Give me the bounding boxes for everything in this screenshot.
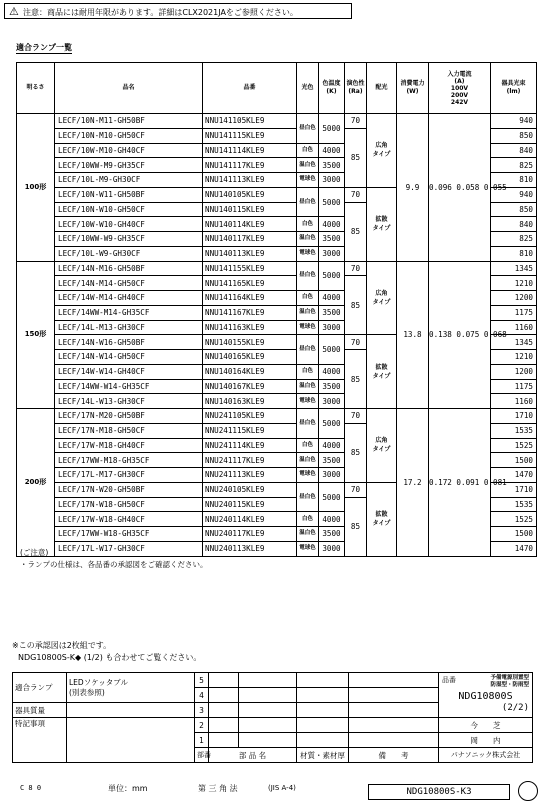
color-rendering: 85 [345,497,367,556]
product-name: LECF/10L-M9-GH30CF [55,173,203,188]
color-rendering: 70 [345,482,367,497]
luminous-flux: 1710 [491,482,537,497]
product-name: LECF/10L-W9-GH30CF [55,246,203,261]
light-color: 白色 [297,143,319,158]
color-temp: 3000 [319,320,345,335]
luminous-flux: 1525 [491,512,537,527]
product-name: LECF/14W-M14-GH40CF [55,291,203,306]
luminous-flux: 940 [491,114,537,129]
product-name: LECF/14L-M13-GH30CF [55,320,203,335]
light-color: 電球色 [297,468,319,483]
special-label: 特記事項 [13,718,67,763]
luminous-flux: 1160 [491,320,537,335]
footer-angle: 第 三 角 法 [198,784,238,793]
light-color: 電球色 [297,246,319,261]
part-number: NNU140164KLE9 [203,364,297,379]
notice-text: 注意：商品には耐用年限があります。詳細はCLX2021JAをご参照ください。 [23,8,298,17]
product-name: LECF/17W-M18-GH40CF [55,438,203,453]
part-number: NNU140167KLE9 [203,379,297,394]
rev-1: 1 [195,733,209,748]
rev-4: 4 [195,688,209,703]
product-label: 品番 [442,676,456,684]
light-color: 昼白色 [297,261,319,291]
light-color: 白色 [297,291,319,306]
light-distribution: 広角 タイプ [367,114,397,188]
color-temp: 4000 [319,217,345,232]
color-temp: 5000 [319,335,345,365]
rev-2: 2 [195,718,209,733]
header-temp: 色温度 (K) [319,63,345,114]
product-name: LECF/14N-M16-GH50BF [55,261,203,276]
color-temp: 3500 [319,527,345,542]
input-current: 0.138 0.075 0.068 [429,261,491,409]
light-color: 昼白色 [297,114,319,144]
light-color: 電球色 [297,394,319,409]
product-name: LECF/17N-W18-GH50CF [55,497,203,512]
part-number: NNU240117KLE9 [203,527,297,542]
approval-note [12,640,201,664]
product-name: LECF/17WW-W18-GH35CF [55,527,203,542]
luminous-flux: 1160 [491,394,537,409]
light-color: 温白色 [297,527,319,542]
luminous-flux: 825 [491,232,537,247]
footer [12,780,542,800]
luminous-flux: 1175 [491,379,537,394]
section-title: 適合ランプ一覧 [16,43,72,52]
color-temp: 5000 [319,261,345,291]
luminous-flux: 1470 [491,541,537,556]
part-number: NNU241113KLE9 [203,468,297,483]
color-temp: 5000 [319,482,345,512]
table-row [17,114,537,129]
footer-unit: 単位：mm [108,784,148,793]
table-header-row [17,63,537,114]
rev-3: 3 [195,703,209,718]
luminous-flux: 1500 [491,527,537,542]
light-color: 温白色 [297,453,319,468]
part-number: NNU240115KLE9 [203,497,297,512]
color-temp: 4000 [319,438,345,453]
part-number: NNU141163KLE9 [203,320,297,335]
luminous-flux: 1345 [491,335,537,350]
part-number: NNU141115KLE9 [203,128,297,143]
product-name: LECF/10N-M11-GH50BF [55,114,203,129]
part-number: NNU140115KLE9 [203,202,297,217]
header-size: 明るさ [17,63,55,114]
color-temp: 3000 [319,541,345,556]
table-row [17,261,537,276]
product-code: NDG10800S [458,691,513,702]
part-number: NNU140105KLE9 [203,187,297,202]
color-temp: 3000 [319,468,345,483]
stamp-1: 今 芝 [439,718,533,733]
light-color: 温白色 [297,379,319,394]
light-distribution: 拡散 タイプ [367,187,397,261]
power-consumption: 17.2 [397,409,429,557]
color-temp: 4000 [319,143,345,158]
product-name: LECF/10WW-M9-GH35CF [55,158,203,173]
luminous-flux: 1710 [491,409,537,424]
part-number: NNU140114KLE9 [203,217,297,232]
product-name: LECF/17N-W20-GH50BF [55,482,203,497]
header-power: 消費電力 (W) [397,63,429,114]
stamp-2: 岡 内 [439,733,533,748]
luminous-flux: 850 [491,202,537,217]
luminous-flux: 810 [491,246,537,261]
footer-code-left: C 8 0 [20,784,42,792]
header-part: 品番 [203,63,297,114]
product-name: LECF/14L-W13-GH30CF [55,394,203,409]
color-rendering: 70 [345,261,367,276]
header-lumen: 器具光束 (lm) [491,63,537,114]
color-temp: 3500 [319,158,345,173]
header-dist: 配光 [367,63,397,114]
col-material: 材質・素材厚 [297,748,349,763]
color-rendering: 70 [345,114,367,129]
product-cell [439,673,533,718]
product-name: LECF/14N-M14-GH50CF [55,276,203,291]
color-temp: 5000 [319,409,345,439]
part-number: NNU140155KLE9 [203,335,297,350]
product-name: LECF/14W-W14-GH40CF [55,364,203,379]
header-current: 入力電流 (A) 100V 200V 242V [429,63,491,114]
light-distribution: 広角 タイプ [367,261,397,335]
luminous-flux: 1535 [491,423,537,438]
color-rendering: 70 [345,335,367,350]
notice-banner [4,3,352,19]
color-temp: 4000 [319,364,345,379]
part-number: NNU241114KLE9 [203,438,297,453]
product-name: LECF/10W-M10-GH40CF [55,143,203,158]
part-number: NNU241117KLE9 [203,453,297,468]
luminous-flux: 1175 [491,305,537,320]
notes-heading: (ご注意) [20,548,49,557]
light-distribution: 拡散 タイプ [367,482,397,556]
doc-code-box: NDG10800S-K3 [368,784,510,800]
part-number: NNU141155KLE9 [203,261,297,276]
warning-icon: ⚠ [9,5,19,18]
light-distribution: 拡散 タイプ [367,335,397,409]
input-current: 0.096 0.058 0.055 [429,114,491,262]
light-distribution: 広角 タイプ [367,409,397,483]
notes [20,547,208,571]
color-rendering: 85 [345,350,367,409]
title-block [12,672,533,763]
light-color: 昼白色 [297,409,319,439]
color-rendering: 85 [345,276,367,335]
light-color: 電球色 [297,541,319,556]
part-number: NNU240113KLE9 [203,541,297,556]
col-remarks: 備 考 [349,748,439,763]
part-number: NNU241115KLE9 [203,423,297,438]
product-name: LECF/17N-M20-GH50BF [55,409,203,424]
part-number: NNU141167KLE9 [203,305,297,320]
part-number: NNU241105KLE9 [203,409,297,424]
color-rendering: 85 [345,128,367,187]
color-temp: 4000 [319,512,345,527]
lamp-table [16,62,537,557]
part-number: NNU141113KLE9 [203,173,297,188]
light-color: 温白色 [297,305,319,320]
part-number: NNU141165KLE9 [203,276,297,291]
part-number: NNU240114KLE9 [203,512,297,527]
sheet-number: (2/2) [501,703,529,713]
product-name: LECF/10WW-W9-GH35CF [55,232,203,247]
luminous-flux: 940 [491,187,537,202]
product-name: LECF/17N-M18-GH50CF [55,423,203,438]
table-row [17,409,537,424]
col-part-name: 部 品 名 [209,748,297,763]
luminous-flux: 810 [491,173,537,188]
product-name: LECF/17W-W18-GH40CF [55,512,203,527]
luminous-flux: 840 [491,217,537,232]
header-ra: 演色性 (Ra) [345,63,367,114]
light-color: 昼白色 [297,335,319,365]
product-name: LECF/10N-W11-GH50BF [55,187,203,202]
light-color: 温白色 [297,232,319,247]
light-color: 昼白色 [297,482,319,512]
luminous-flux: 850 [491,128,537,143]
luminous-flux: 840 [491,143,537,158]
part-number: NNU240105KLE9 [203,482,297,497]
luminous-flux: 825 [491,158,537,173]
color-temp: 3000 [319,246,345,261]
product-name: LECF/14N-W14-GH50CF [55,350,203,365]
size-cell: 200形 [17,409,55,557]
luminous-flux: 1525 [491,438,537,453]
color-temp: 3000 [319,173,345,188]
color-rendering: 70 [345,187,367,202]
applicable-lamp-label: 適合ランプ [13,673,67,703]
applicable-lamp-value: LEDソケッタブル (別表参照) [67,673,195,703]
color-rendering: 85 [345,202,367,261]
part-number: NNU141114KLE9 [203,143,297,158]
light-color: 白色 [297,217,319,232]
light-color: 白色 [297,438,319,453]
part-number: NNU140163KLE9 [203,394,297,409]
product-name: LECF/14WW-M14-GH35CF [55,305,203,320]
size-cell: 100形 [17,114,55,262]
light-color: 白色 [297,512,319,527]
footer-jis: (JIS A-4) [268,784,296,792]
part-number: NNU140165KLE9 [203,350,297,365]
color-temp: 4000 [319,291,345,306]
luminous-flux: 1210 [491,276,537,291]
color-temp: 5000 [319,114,345,144]
color-rendering: 85 [345,423,367,482]
luminous-flux: 1345 [491,261,537,276]
product-name: LECF/10N-W10-GH50CF [55,202,203,217]
color-temp: 3500 [319,305,345,320]
light-color: 昼白色 [297,187,319,217]
part-number: NNU141164KLE9 [203,291,297,306]
col-part-no: 部番 [195,748,209,763]
color-temp: 3500 [319,232,345,247]
color-temp: 3500 [319,453,345,468]
circle-mark [518,781,538,801]
luminous-flux: 1470 [491,468,537,483]
rev-5: 5 [195,673,209,688]
company-name: パナソニック株式会社 [439,748,533,763]
size-cell: 150形 [17,261,55,409]
color-temp: 3500 [319,379,345,394]
power-consumption: 13.8 [397,261,429,409]
part-number: NNU140117KLE9 [203,232,297,247]
light-color: 電球色 [297,320,319,335]
light-color: 白色 [297,364,319,379]
luminous-flux: 1200 [491,364,537,379]
color-temp: 3000 [319,394,345,409]
header-name: 品名 [55,63,203,114]
product-name: LECF/17L-M17-GH30CF [55,468,203,483]
luminous-flux: 1500 [491,453,537,468]
product-name: LECF/17L-W17-GH30CF [55,541,203,556]
header-lightcolor: 光色 [297,63,319,114]
part-number: NNU140113KLE9 [203,246,297,261]
power-consumption: 9.9 [397,114,429,262]
light-color: 電球色 [297,173,319,188]
luminous-flux: 1535 [491,497,537,512]
notes-line1: ・ランプの仕様は、各品番の承認図をご確認ください。 [20,560,208,569]
approval-line2: NDG10800S-K◆ (1/2) も合わせてご覧ください。 [18,653,202,662]
light-color: 温白色 [297,158,319,173]
luminous-flux: 1210 [491,350,537,365]
color-rendering: 70 [345,409,367,424]
color-temp: 5000 [319,187,345,217]
product-name: LECF/10N-M10-GH50CF [55,128,203,143]
product-name: LECF/14WW-W14-GH35CF [55,379,203,394]
weight-label: 器具質量 [13,703,67,718]
part-number: NNU141105KLE9 [203,114,297,129]
product-name: LECF/10W-W10-GH40CF [55,217,203,232]
product-name: LECF/17WW-M18-GH35CF [55,453,203,468]
input-current: 0.172 0.091 0.081 [429,409,491,557]
luminous-flux: 1200 [491,291,537,306]
approval-line1: ※この承認図は2枚組です。 [12,641,112,650]
product-type: 予備電源別置型 防湿型・防雨型 [490,675,529,688]
product-name: LECF/14N-W16-GH50BF [55,335,203,350]
part-number: NNU141117KLE9 [203,158,297,173]
